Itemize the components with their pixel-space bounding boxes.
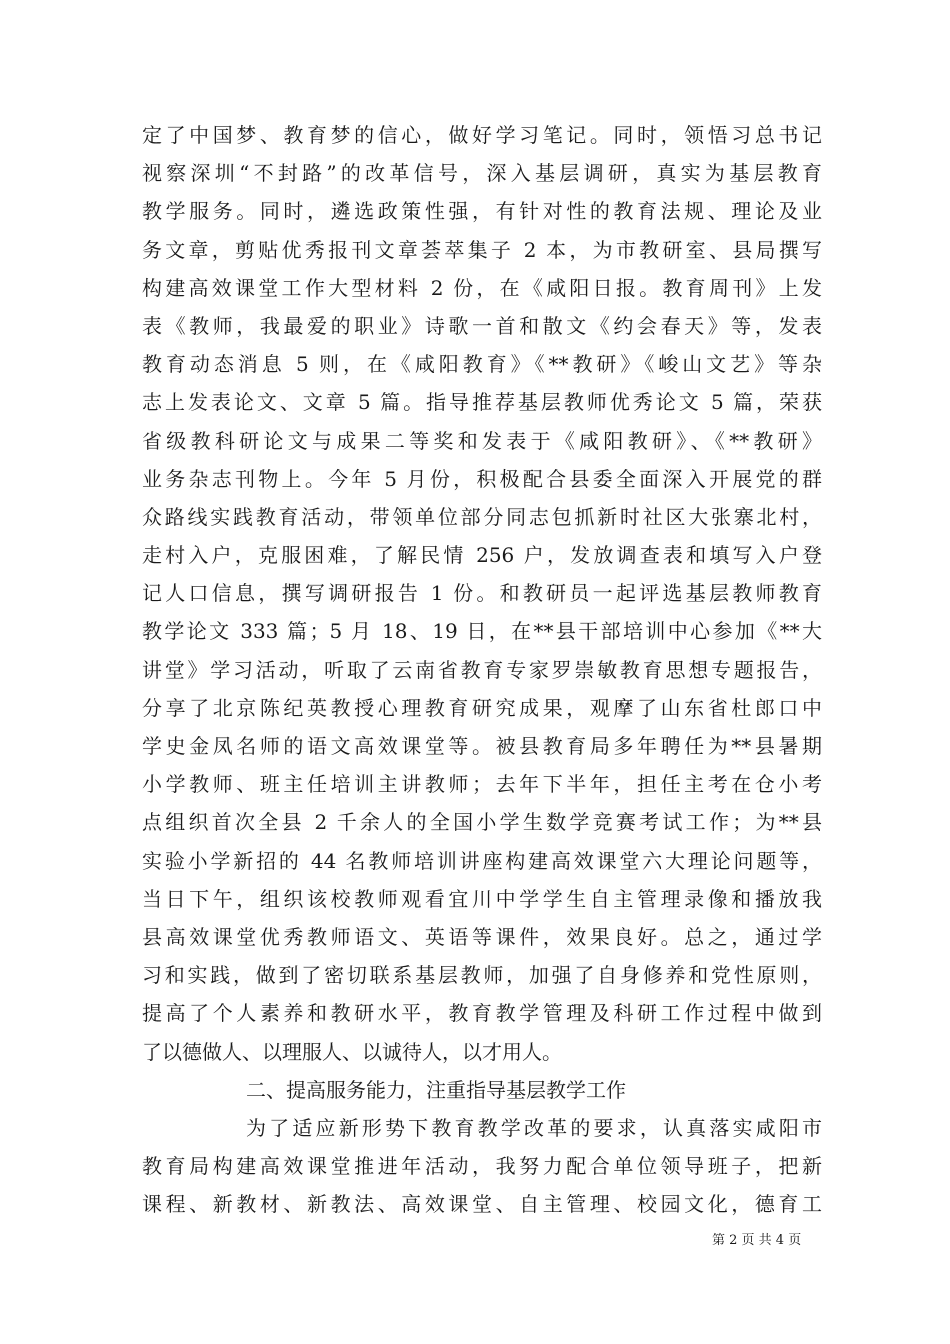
text-line: 教学服务。同时，遴选政策性强，有针对性的教育法规、理论及业	[142, 199, 822, 224]
text-line: 点组织首次全县 2 千余人的全国小学生数学竞赛考试工作；为**县	[142, 810, 822, 835]
section-heading: 二、提高服务能力，注重指导基层教学工作	[246, 1077, 626, 1102]
text-line: 讲堂》学习活动，听取了云南省教育专家罗崇敏教育思想专题报告，	[142, 657, 822, 682]
text-line: 教学论文 333 篇；5 月 18、19 日，在**县干部培训中心参加《**大	[142, 619, 822, 644]
text-line: 教育动态消息 5 则，在《咸阳教育》《**教研》《峻山文艺》等杂	[142, 352, 822, 377]
text-line: 众路线实践教育活动，带领单位部分同志包抓新时社区大张寨北村，	[142, 504, 822, 529]
text-line: 当日下午，组织该校教师观看宜川中学学生自主管理录像和播放我	[142, 886, 822, 911]
text-line: 实验小学新招的 44 名教师培训讲座构建高效课堂六大理论问题等，	[142, 848, 822, 873]
text-line: 业务杂志刊物上。今年 5 月份，积极配合县委全面深入开展党的群	[142, 466, 822, 491]
text-line: 习和实践，做到了密切联系基层教师，加强了自身修养和党性原则，	[142, 963, 822, 988]
page-number: 第 2 页 共 4 页	[712, 1233, 802, 1248]
text-line: 学史金凤名师的语文高效课堂等。被县教育局多年聘任为**县暑期	[142, 734, 822, 758]
text-line: 省级教科研论文与成果二等奖和发表于《咸阳教研》、《**教研》	[142, 428, 822, 453]
text-line: 分享了北京陈纪英教授心理教育研究成果，观摩了山东省杜郎口中	[142, 695, 822, 720]
text-line: 构建高效课堂工作大型材料 2 份，在《咸阳日报。教育周刊》上发	[142, 275, 822, 300]
text-line: 课程、新教材、新教法、高效课堂、自主管理、校园文化，德育工	[142, 1192, 822, 1217]
text-line: 教育局构建高效课堂推进年活动，我努力配合单位领导班子，把新	[142, 1154, 822, 1179]
text-line: 志上发表论文、文章 5 篇。指导推荐基层教师优秀论文 5 篇，荣获	[142, 390, 822, 415]
text-line: 表《教师，我最爱的职业》诗歌一首和散文《约会春天》等，发表	[142, 313, 822, 338]
text-line: 务文章，剪贴优秀报刊文章荟萃集子 2 本，为市教研室、县局撰写	[142, 237, 822, 262]
text-line: 提高了个人素养和教研水平，教育教学管理及科研工作过程中做到	[142, 1001, 822, 1026]
text-line: 记人口信息，撰写调研报告 1 份。和教研员一起评选基层教师教育	[142, 581, 822, 606]
text-line: 为了适应新形势下教育教学改革的要求，认真落实咸阳市	[246, 1115, 822, 1140]
text-line: 定了中国梦、教育梦的信心，做好学习笔记。同时，领悟习总书记	[142, 123, 822, 147]
text-line: 视察深圳“不封路”的改革信号，深入基层调研，真实为基层教育	[142, 161, 822, 186]
text-line: 小学教师、班主任培训主讲教师；去年下半年，担任主考在仓小考	[142, 772, 822, 797]
text-line: 走村入户，克服困难，了解民情 256 户，发放调查表和填写入户登	[142, 543, 822, 568]
text-line: 县高效课堂优秀教师语文、英语等课件，效果良好。总之，通过学	[142, 924, 822, 949]
text-line: 了以德做人、以理服人、以诚待人，以才用人。	[142, 1039, 562, 1064]
body-text	[142, 116, 822, 1223]
